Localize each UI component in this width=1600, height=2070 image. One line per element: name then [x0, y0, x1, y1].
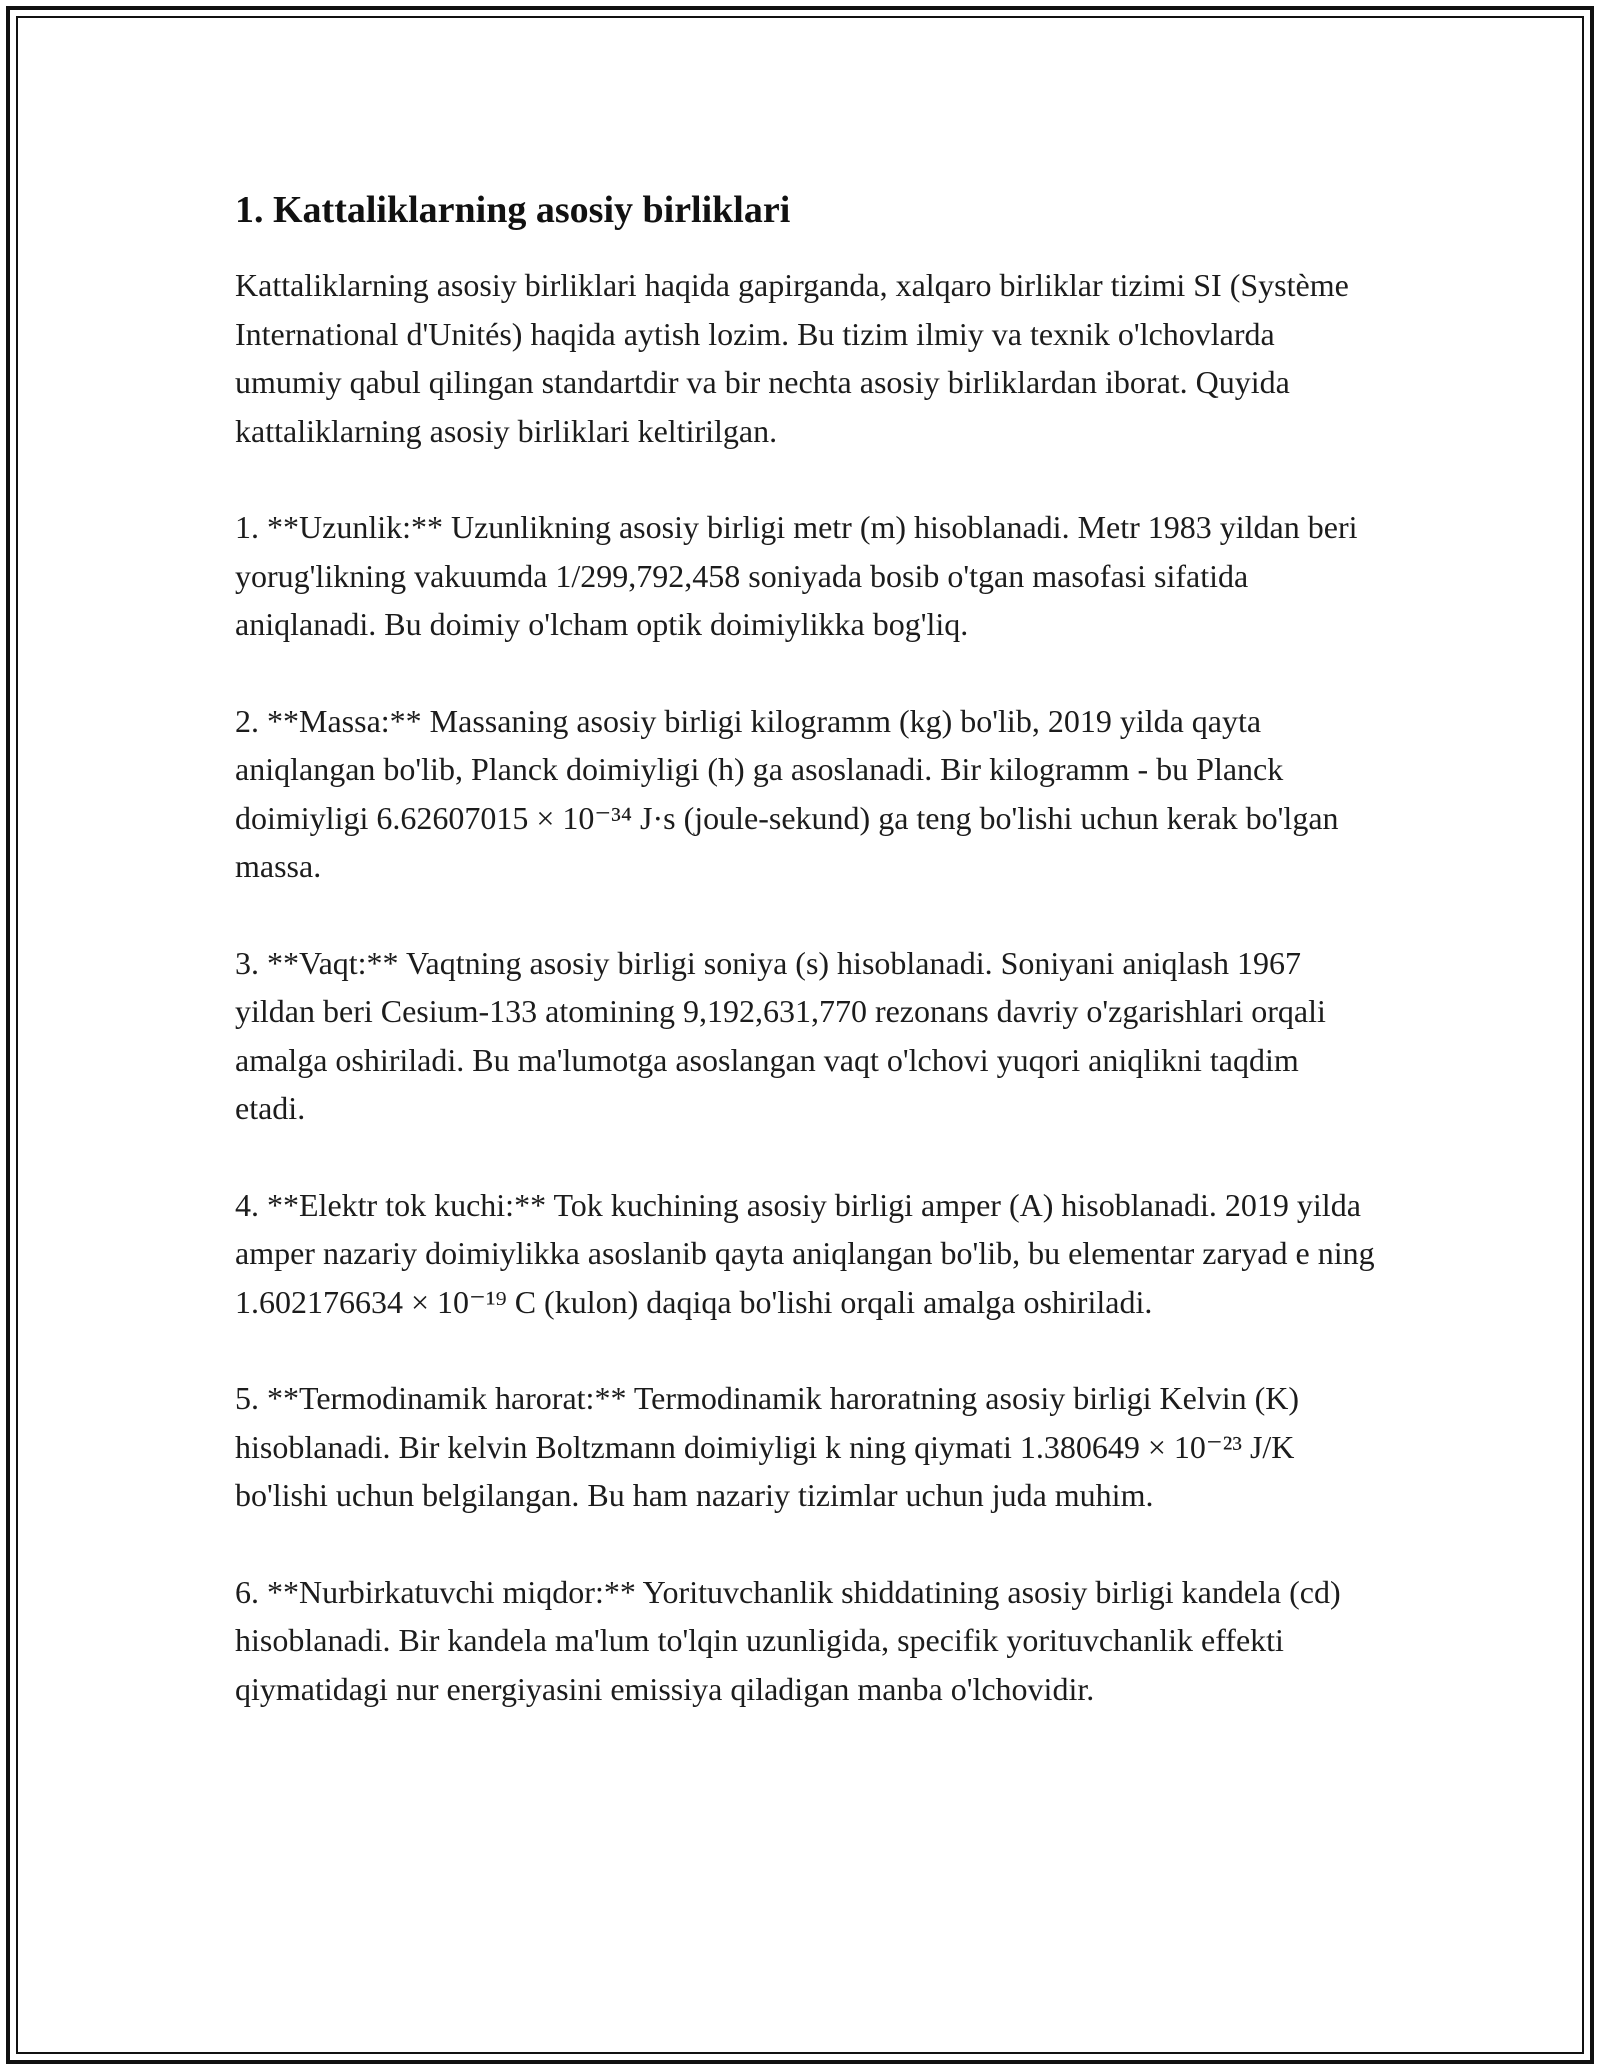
- list-item-time: 3. **Vaqt:** Vaqtning asosiy birligi soniya (s) hisoblanadi. Soniyani aniqlash 1967 yildan beri Cesium-133 atomining 9,192,631,770 rezonans davriy o'zgarishlari orqali amalga oshiriladi. Bu ma'lumotga asoslangan vaqt o'lchovi yuqori aniqlikni taqdim etadi.: [235, 944, 1326, 1126]
- intro-paragraph: Kattaliklarning asosiy birliklari haqida gapirganda, xalqaro birliklar tizimi SI (Système International d'Unités) haqida aytish lozim. Bu tizim ilmiy va texnik o'lchovlarda umumiy qabul qilingan standartdir va bir nechta asosiy birliklardan iborat. Quyida kattaliklarning asosiy birliklari keltirilgan.: [235, 267, 1349, 449]
- list-item-mass: 2. **Massa:** Massaning asosiy birligi kilogramm (kg) bo'lib, 2019 yilda qayta aniqlangan bo'lib, Planck doimiyligi (h) ga asoslanadi. Bir kilogramm - bu Planck doimiyligi 6.62607015 × 10⁻³⁴ J·s (joule-sekund) ga teng bo'lishi uchun kerak bo'lgan massa.: [235, 702, 1339, 884]
- list-item-luminous-intensity: 6. **Nurbirkatuvchi miqdor:** Yorituvchanlik shiddatining asosiy birligi kandela (cd) hisoblanadi. Bir kandela ma'lum to'lqin uzunligida, specifik yorituvchanlik effekti qiymatidagi nur energiyasini emissiya qiladigan manba o'lchovidir.: [235, 1573, 1341, 1707]
- section-heading: 1. Kattaliklarning asosiy birliklari: [235, 189, 791, 231]
- list-item-electric-current: 4. **Elektr tok kuchi:** Tok kuchining asosiy birligi amper (A) hisoblanadi. 2019 yilda amper nazariy doimiylikka asoslanib qayta aniqlangan bo'lib, bu elementar zaryad e ning 1.602176634 × 10⁻¹⁹ C (kulon) daqiqa bo'lishi orqali amalga oshiriladi.: [235, 1186, 1375, 1320]
- list-item-temperature: 5. **Termodinamik harorat:** Termodinamik haroratning asosiy birligi Kelvin (K) hisoblanadi. Bir kelvin Boltzmann doimiyligi k ning qiymati 1.380649 × 10⁻²³ J/K bo'lishi uchun belgilangan. Bu ham nazariy tizimlar uchun juda muhim.: [235, 1380, 1300, 1513]
- document-body: [235, 185, 1375, 1761]
- list-item-length: 1. **Uzunlik:** Uzunlikning asosiy birligi metr (m) hisoblanadi. Metr 1983 yildan beri yorug'likning vakuumda 1/299,792,458 soniyada bosib o'tgan masofasi sifatida aniqlanadi. Bu doimiy o'lcham optik doimiylikka bog'liq.: [235, 509, 1358, 642]
